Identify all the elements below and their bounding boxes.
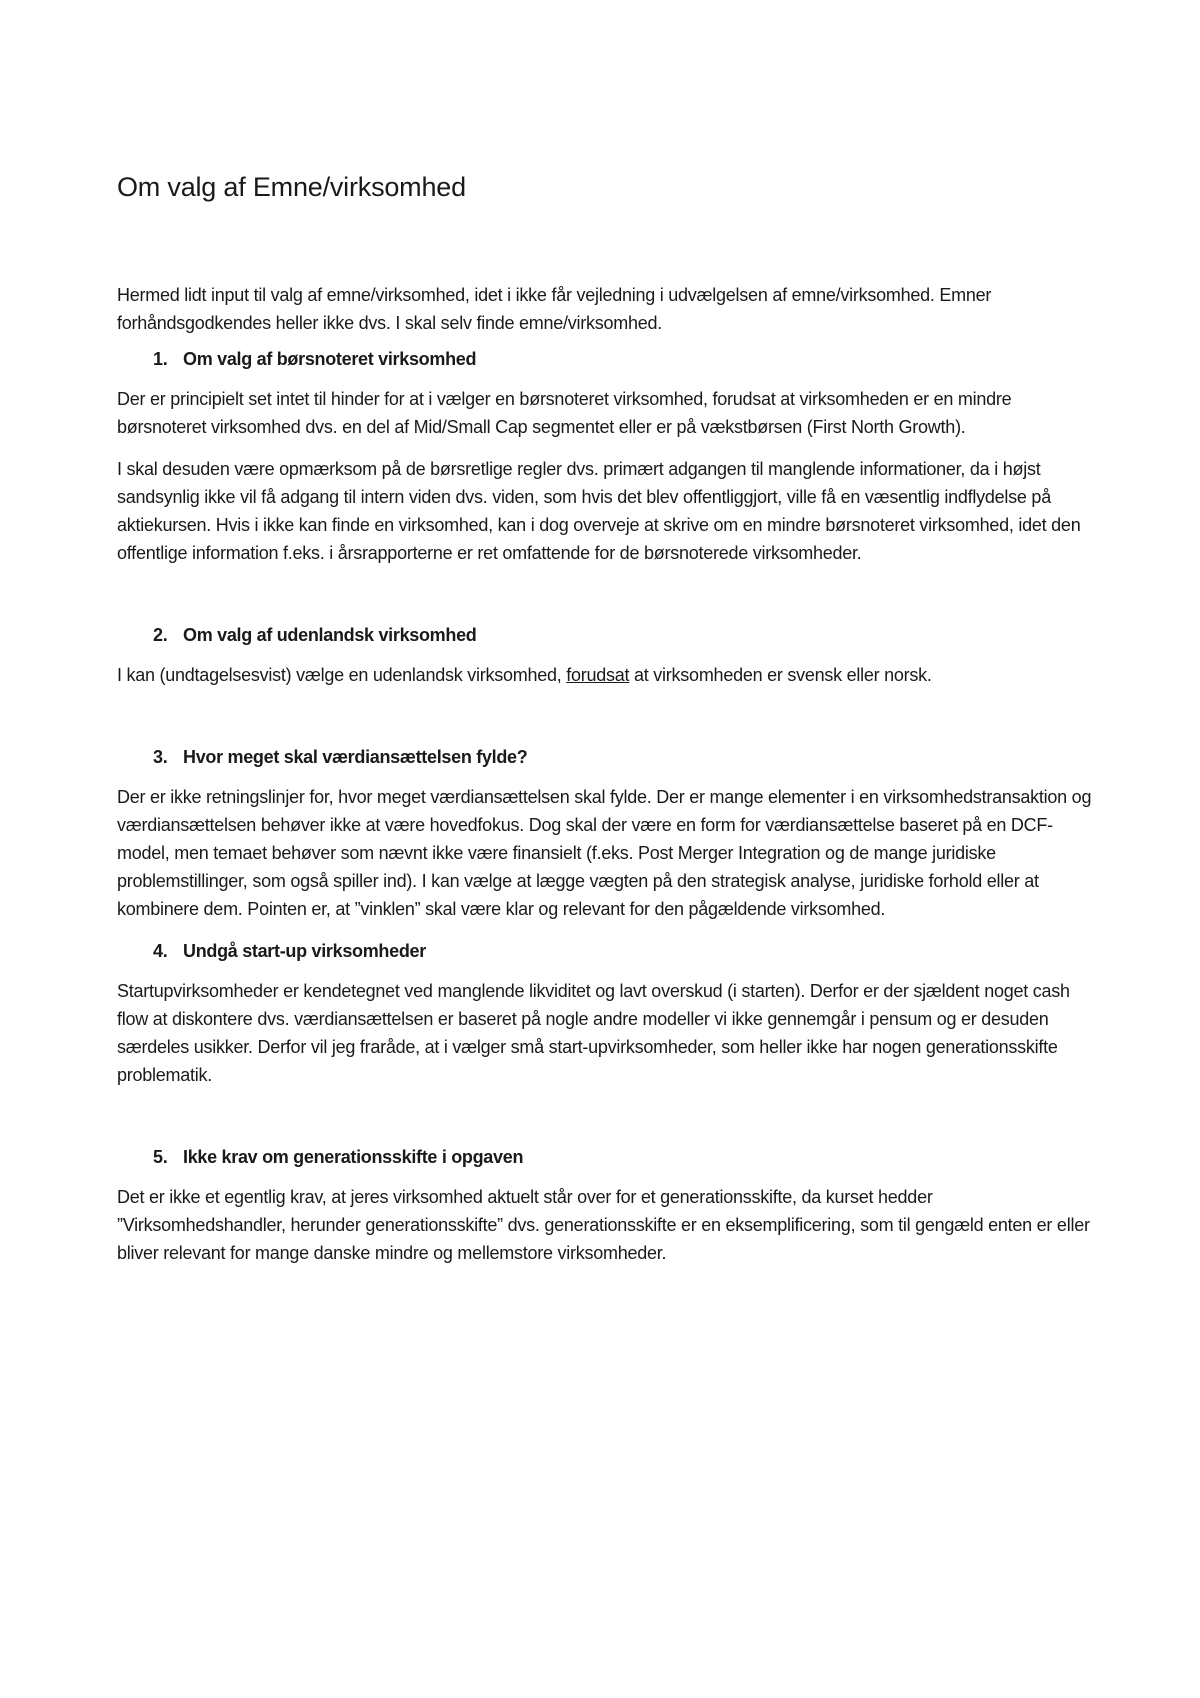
section-2-paragraph-1: [117, 661, 1097, 689]
section-heading-text: Undgå start-up virksomheder: [183, 941, 426, 962]
section-number: 5.: [153, 1147, 168, 1168]
document-title: Om valg af Emne/virksomhed: [117, 172, 466, 202]
section-heading-text: Ikke krav om generationsskifte i opgaven: [183, 1147, 524, 1168]
section-5-paragraph-1: Det er ikke et egentlig krav, at jeres virksomhed aktuelt står over for et generationsskifte, da kurset hedder ”Virksomhedshandler, herunder generationsskifte” dvs. generationsskifte er en eksemplificering, som til gengæld enten er eller bliver relevant for mange danske mindre og mellemstore virksomheder.: [117, 1187, 1090, 1264]
section-number: 1.: [153, 349, 168, 370]
paragraph-text: at virksomheden er svensk eller norsk.: [629, 665, 932, 686]
document-content: [117, 170, 1097, 1281]
section-3-paragraph-1: Der er ikke retningslinjer for, hvor meget værdiansættelsen skal fylde. Der er mange elementer i en virksomhedstransaktion og værdiansættelsen behøver ikke at være hovedfokus. Dog skal der være en form for værdiansættelse baseret på en DCF-model, men temaet behøver som nævnt ikke være finansielt (f.eks. Post Merger Integration og de mange juridiske problemstillinger, som også spiller ind). I kan vælge at lægge vægten på den strategisk analyse, juridiske forhold eller at kombinere dem. Pointen er, at ”vinklen” skal være klar og relevant for den pågældende virksomhed.: [117, 787, 1092, 920]
underlined-word: forudsat: [566, 665, 630, 686]
section-1-paragraph-2: I skal desuden være opmærksom på de børsretlige regler dvs. primært adgangen til manglende informationer, da i højst sandsynlig ikke vil få adgang til intern viden dvs. viden, som hvis det blev offentliggjort, ville få en væsentlig indflydelse på aktiekursen. Hvis i ikke kan finde en virksomhed, kan i dog overveje at skrive om en mindre børsnoteret virksomhed, idet den offentlige information f.eks. i årsrapporterne er ret omfattende for de børsnoterede virksomheder.: [117, 459, 1081, 564]
section-heading-2: [117, 621, 1097, 649]
section-heading-1: [117, 345, 1097, 373]
section-number: 3.: [153, 747, 168, 768]
section-heading-3: [117, 743, 1097, 771]
section-number: 2.: [153, 625, 168, 646]
section-1-paragraph-1: Der er principielt set intet til hinder for at i vælger en børsnoteret virksomhed, forudsat at virksomheden er en mindre børsnoteret virksomhed dvs. en del af Mid/Small Cap segmentet eller er på vækstbørsen (First North Growth).: [117, 389, 1012, 438]
section-heading-text: Om valg af udenlandsk virksomhed: [183, 625, 477, 646]
section-number: 4.: [153, 941, 168, 962]
paragraph-text: I kan (undtagelsesvist) vælge en udenlandsk virksomhed,: [117, 665, 567, 686]
section-heading-5: [117, 1143, 1097, 1171]
section-heading-text: Hvor meget skal værdiansættelsen fylde?: [183, 747, 528, 768]
section-heading-text: Om valg af børsnoteret virksomhed: [183, 349, 477, 370]
intro-paragraph: Hermed lidt input til valg af emne/virksomhed, idet i ikke får vejledning i udvælgelsen af emne/virksomhed. Emner forhåndsgodkendes heller ikke dvs. I skal selv finde emne/virksomhed.: [117, 285, 992, 334]
section-4-paragraph-1: Startupvirksomheder er kendetegnet ved manglende likviditet og lavt overskud (i starten). Derfor er der sjældent noget cash flow at diskontere dvs. værdiansættelsen er baseret på nogle andre modeller vi ikke gennemgår i pensum og er desuden særdeles usikker. Derfor vil jeg fraråde, at i vælger små start-upvirksomheder, som heller ikke har nogen generationsskifte problematik.: [117, 981, 1070, 1086]
section-heading-4: [117, 937, 1097, 965]
